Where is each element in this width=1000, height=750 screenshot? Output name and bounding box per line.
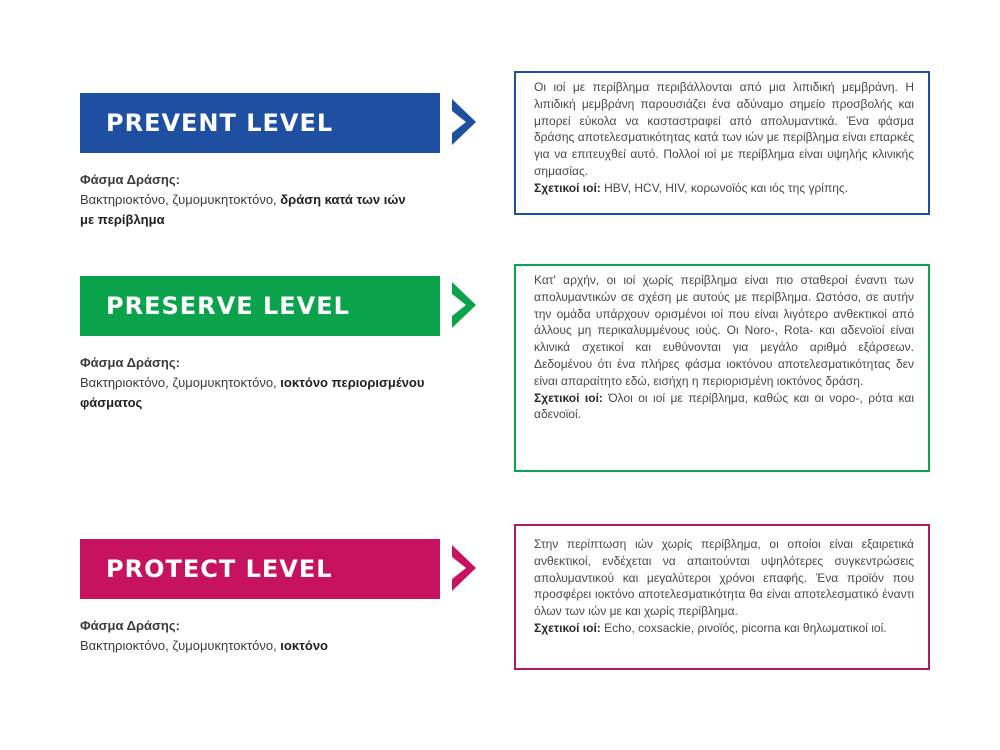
description-text: Κατ' αρχήν, οι ιοί χωρίς περίβλημα είναι πιο σταθεροί έναντι των απολυμαντικών σε σχέση με αυτούς με περίβλημα. Ωστόσο, σε αυτήν την ομάδα υπάρχουν ορισμένοι ιοί που είναι λιγότερο ανθεκτικοί από άλλους μη περικαλυμμένους ιούς. Οι Noro-, Rota- και αδενοϊοί είναι κλινικά σχετικοί και ευθύνονται για μεγάλο αριθμό εξάρσεων. Δεδομένου ότι ένα πλήρες φάσμα ιοκτόνου αποτελεσματικότητας δεν είναι απαραίτητο εδώ, εισήχη η περιορισμένη ιοκτόνος δράση.	[534, 273, 914, 388]
spectrum-text	[80, 636, 480, 656]
protect-level-banner	[80, 539, 440, 599]
spectrum-bold: δράση κατά των ιών με περίβλημα	[80, 192, 406, 227]
related-viruses-label: Σχετικοί ιοί:	[534, 390, 603, 405]
spectrum-label: Φάσμα Δράσης:	[80, 355, 180, 370]
spectrum-text	[80, 373, 472, 413]
spectrum-bold: ιοκτόνο	[280, 638, 328, 653]
preserve-description-box	[514, 264, 930, 472]
preserve-arrow-icon	[452, 282, 476, 328]
related-viruses-text: Echo, coxsackie, ρινοϊός, picorna και θηλωματικοί ιοί.	[600, 620, 887, 635]
prevent-spectrum	[80, 170, 480, 230]
protect-spectrum	[80, 616, 480, 656]
related-viruses-text: HBV, HCV, HIV, κορωνοϊός και ιός της γρίπης.	[600, 180, 849, 195]
prevent-level-title: PREVENT LEVEL	[106, 109, 334, 137]
description-text: Στην περίπτωση ιών χωρίς περίβλημα, οι οποίοι είναι εξαιρετικά ανθεκτικοί, ενδέχεται να απαιτούνται υψηλότερες συγκεντρώσεις απολυμαντικού και μεγαλύτεροι χρόνοι επαφής. Ένα προϊόν που προσφέρει ιοκτόνο αποτελεσματικότητα θα είναι αποτελεσματικό έναντι όλων των ιών με και χωρίς περίβλημα.	[534, 537, 914, 619]
spectrum-plain: Βακτηριοκτόνο, ζυμομυκητοκτόνο,	[80, 192, 281, 207]
spectrum-text	[80, 190, 420, 230]
spectrum-bold: ιοκτόνο περιορισμένου φάσματος	[80, 375, 425, 410]
preserve-level-title: PRESERVE LEVEL	[106, 292, 350, 320]
related-viruses-label: Σχετικοί ιοί:	[534, 620, 601, 635]
protect-arrow-icon	[452, 545, 476, 591]
spectrum-plain: Βακτηριοκτόνο, ζυμομυκητοκτόνο,	[80, 375, 281, 390]
protect-level-title: PROTECT LEVEL	[106, 555, 333, 583]
prevent-level-banner	[80, 93, 440, 153]
spectrum-label: Φάσμα Δράσης:	[80, 618, 180, 633]
related-viruses-label: Σχετικοί ιοί:	[534, 180, 601, 195]
spectrum-label: Φάσμα Δράσης:	[80, 172, 180, 187]
prevent-description-box	[514, 71, 930, 215]
preserve-level-banner	[80, 276, 440, 336]
protect-description-box	[514, 524, 930, 670]
spectrum-plain: Βακτηριοκτόνο, ζυμομυκητοκτόνο,	[80, 638, 281, 653]
prevent-arrow-icon	[452, 99, 476, 145]
preserve-spectrum	[80, 353, 480, 413]
description-text: Οι ιοί με περίβλημα περιβάλλονται από μια λιπιδική μεμβράνη. Η λιπιδική μεμβράνη παρουσιάζει ένα αδύναμο σημείο προσβολής και μπορεί εύκολα να κασταστραφεί από απολυμαντικά. Ένα φάσμα δράσης αποτελεσματικότητας κατά των ιών με περίβλημα είναι επαρκές για να επιτευχθεί αυτό. Πολλοί ιοί με περίβλημα είναι υψηλής κλινικής σημασίας.	[534, 80, 914, 178]
related-viruses-text: Όλοι οι ιοί με περίβλημα, καθώς και οι νορο-, ρότα και αδενοϊοί.	[534, 390, 914, 422]
